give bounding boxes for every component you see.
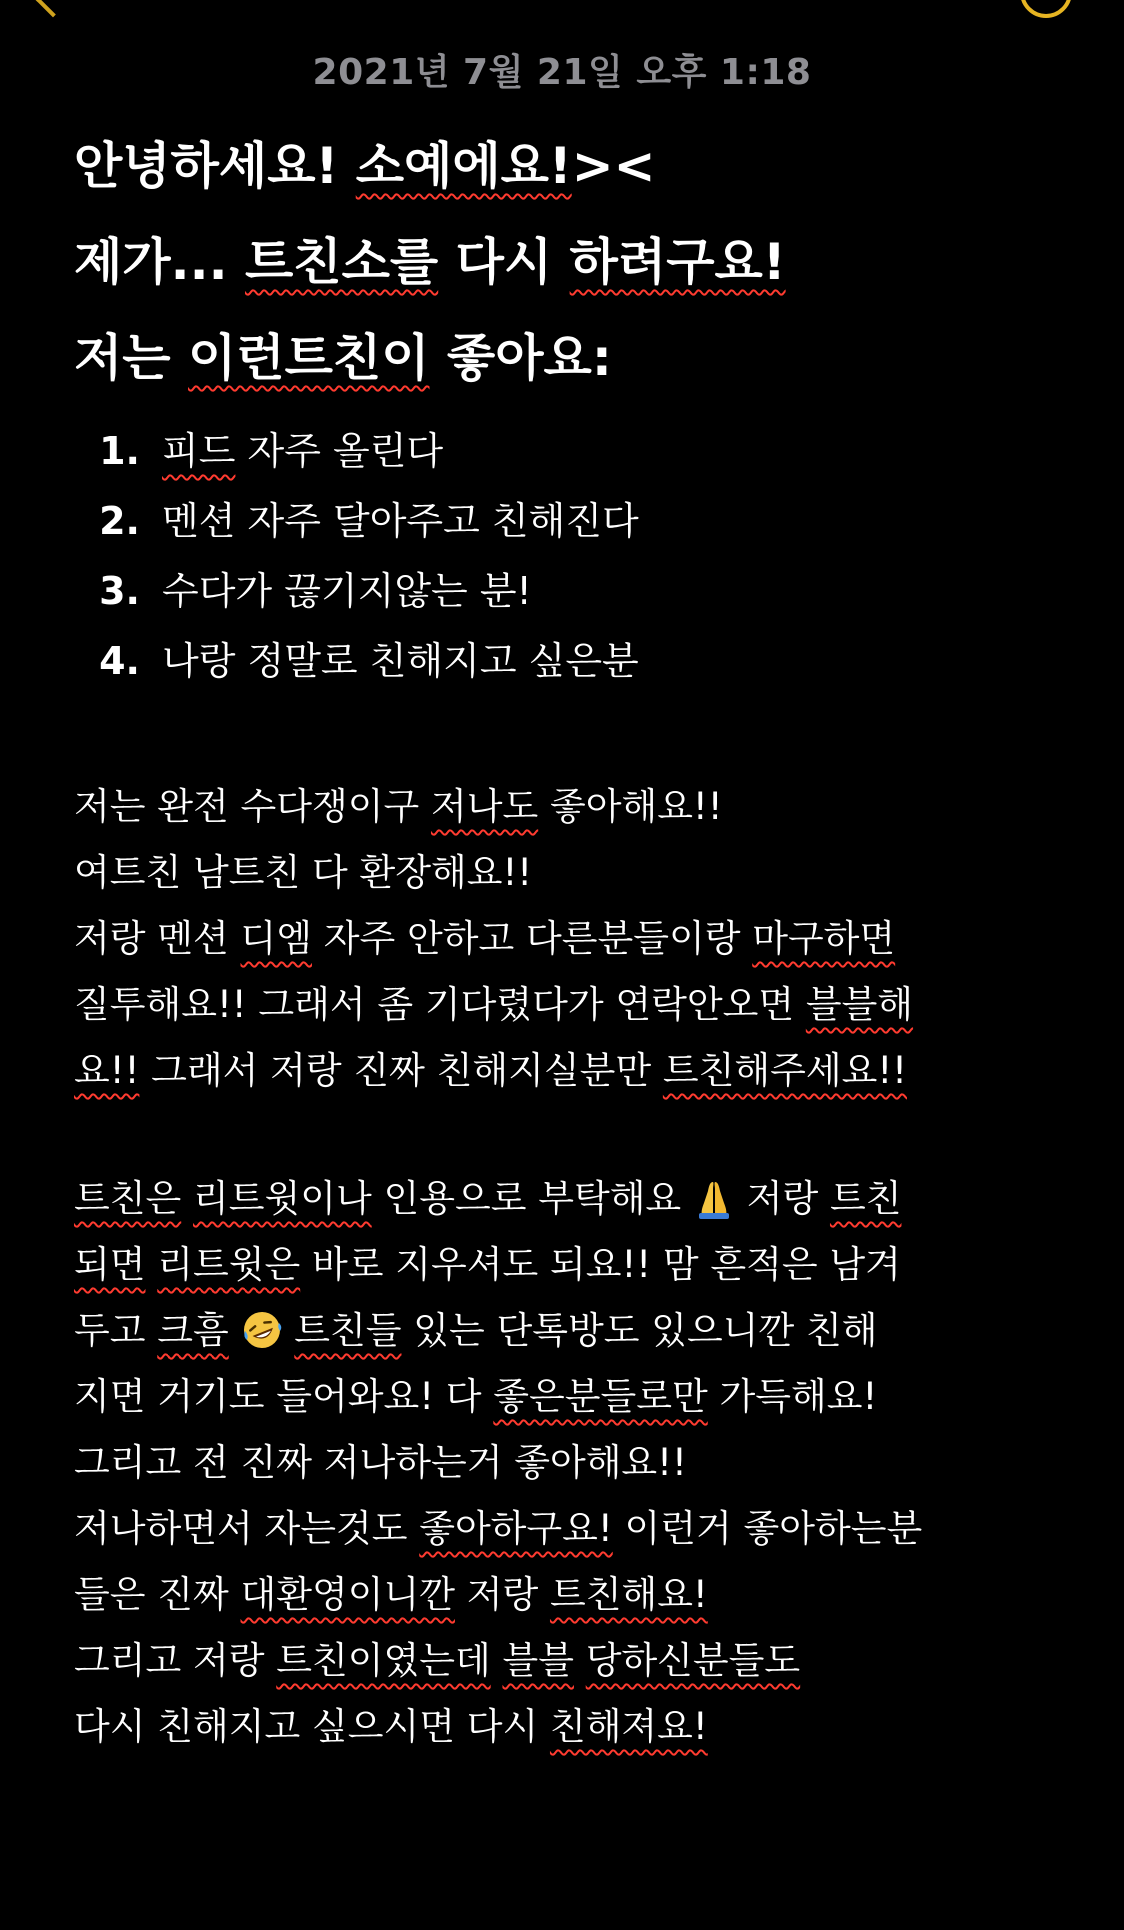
note-body[interactable] (74, 118, 1074, 1760)
spellcheck-word: 하려구요! (569, 233, 786, 291)
body-text: 가득해요! (707, 1375, 878, 1418)
body-line (74, 1496, 1074, 1562)
body-text (491, 1639, 503, 1682)
spellcheck-word: 좋은분들로만 (493, 1375, 708, 1418)
body-line (74, 774, 1074, 840)
spellcheck-word: 당하신분들도 (585, 1639, 801, 1682)
list-text: 멘션 자주 달아주고 친해진다 (162, 499, 639, 543)
spellcheck-word: 트친소를 (245, 233, 439, 291)
spellcheck-word: 되면 (74, 1243, 146, 1286)
list-number: 4. (99, 639, 140, 683)
body-text: 저나하면서 자는것도 (74, 1507, 420, 1550)
body-text: 저랑 (734, 1177, 830, 1220)
rolling-laughing-emoji (241, 1309, 283, 1351)
spellcheck-word: 리트윗은 (157, 1243, 301, 1286)
headline-text: 제가... (74, 233, 245, 291)
spellcheck-word: 블블 (502, 1639, 574, 1682)
body-text: 지면 거기도 들어와요! 다 (74, 1375, 494, 1418)
list-number: 1. (99, 429, 140, 473)
headline-text: 안녕하세요! (74, 137, 356, 195)
body-text: 이런거 좋아하는분 (612, 1507, 923, 1550)
headline-line (74, 214, 1074, 310)
spellcheck-word: 마구하면 (752, 917, 896, 960)
spellcheck-word: 트친이였는데 (276, 1639, 491, 1682)
spellcheck-word: 요!! (74, 1049, 140, 1092)
list-number: 3. (99, 569, 140, 613)
headline-line (74, 118, 1074, 214)
body-text: 질투해요!! 그래서 좀 기다렸다가 연락안오면 (74, 983, 806, 1026)
body-text (283, 1309, 295, 1352)
body-line (74, 840, 1074, 906)
body-text (229, 1309, 241, 1352)
spellcheck-word: 트친해요! (549, 1573, 708, 1616)
spellcheck-word: 이런트친이 (188, 329, 430, 387)
body-line (74, 1298, 1074, 1364)
spellcheck-word: 디엠 (240, 917, 312, 960)
body-text: 바로 지우셔도 되요!! 맘 흔적은 남겨 (300, 1243, 901, 1286)
body-text: 여트친 남트친 다 환장해요!! (74, 851, 533, 894)
headline-text: 좋아요: (429, 329, 612, 387)
body-text: 그리고 저랑 (74, 1639, 277, 1682)
body-text: 인용으로 부탁해요 (371, 1177, 693, 1220)
body-text: 들은 진짜 (74, 1573, 241, 1616)
list-item (74, 556, 1074, 626)
back-chevron-icon[interactable] (35, 0, 72, 17)
spellcheck-word: 트친해주세요!! (662, 1049, 907, 1092)
more-options-icon[interactable] (1020, 0, 1072, 18)
list-text: 자주 올린다 (235, 429, 444, 473)
body-line (74, 1166, 1074, 1232)
spellcheck-word: 친해져요! (549, 1705, 708, 1748)
body-text: 자주 안하고 다른분들이랑 (311, 917, 753, 960)
paragraph-gap (74, 696, 1074, 774)
headline-text: 다시 (438, 233, 570, 291)
list-item (74, 486, 1074, 556)
spellcheck-word: 트친들 (294, 1309, 402, 1352)
body-text (181, 1177, 193, 1220)
list-item (74, 416, 1074, 486)
headline-text: 저는 (74, 329, 189, 387)
spellcheck-word: 리트윗이나 (193, 1177, 372, 1220)
list-item (74, 626, 1074, 696)
headline-text: >< (571, 137, 656, 195)
headline-line (74, 310, 1074, 406)
body-text: 그래서 저랑 진짜 친해지실분만 (139, 1049, 663, 1092)
note-timestamp: 2021년 7월 21일 오후 1:18 (312, 52, 812, 93)
body-line (74, 1364, 1074, 1430)
spellcheck-word: 트친은 (74, 1177, 182, 1220)
list-number: 2. (99, 499, 140, 543)
body-line (74, 906, 1074, 972)
spellcheck-word: 피드 (162, 429, 236, 473)
body-line (74, 1694, 1074, 1760)
numbered-list (74, 416, 1074, 696)
list-text: 나랑 정말로 친해지고 싶은분 (162, 639, 639, 683)
spellcheck-word: 좋아하구요! (419, 1507, 613, 1550)
spellcheck-word: 소예에요! (355, 137, 572, 195)
body-line (74, 1562, 1074, 1628)
body-text (574, 1639, 586, 1682)
body-line (74, 1628, 1074, 1694)
spellcheck-word: 트친 (829, 1177, 902, 1220)
spellcheck-word: 저나도 (430, 785, 539, 828)
body-text: 저는 완전 수다쟁이구 (74, 785, 431, 828)
spellcheck-word: 크흠 (157, 1309, 229, 1352)
body-text: 그리고 전 진짜 저나하는거 좋아해요!! (74, 1441, 687, 1484)
body-line (74, 1430, 1074, 1496)
body-text: 좋아해요!! (538, 785, 723, 828)
body-text: 저랑 (454, 1573, 550, 1616)
body-text: 두고 (74, 1309, 158, 1352)
folded-hands-emoji (693, 1177, 735, 1219)
body-line (74, 972, 1074, 1038)
body-line (74, 1038, 1074, 1104)
body-text: 있는 단톡방도 있으니깐 친해 (401, 1309, 878, 1352)
body-text (145, 1243, 157, 1286)
body-text: 저랑 멘션 (74, 917, 241, 960)
spellcheck-word: 블블해 (805, 983, 914, 1026)
body-text: 다시 친해지고 싶으시면 다시 (74, 1705, 550, 1748)
spellcheck-word: 대환영이니깐 (240, 1573, 455, 1616)
body-line (74, 1232, 1074, 1298)
list-text: 수다가 끊기지않는 분! (162, 569, 532, 613)
paragraph-gap (74, 1104, 1074, 1166)
